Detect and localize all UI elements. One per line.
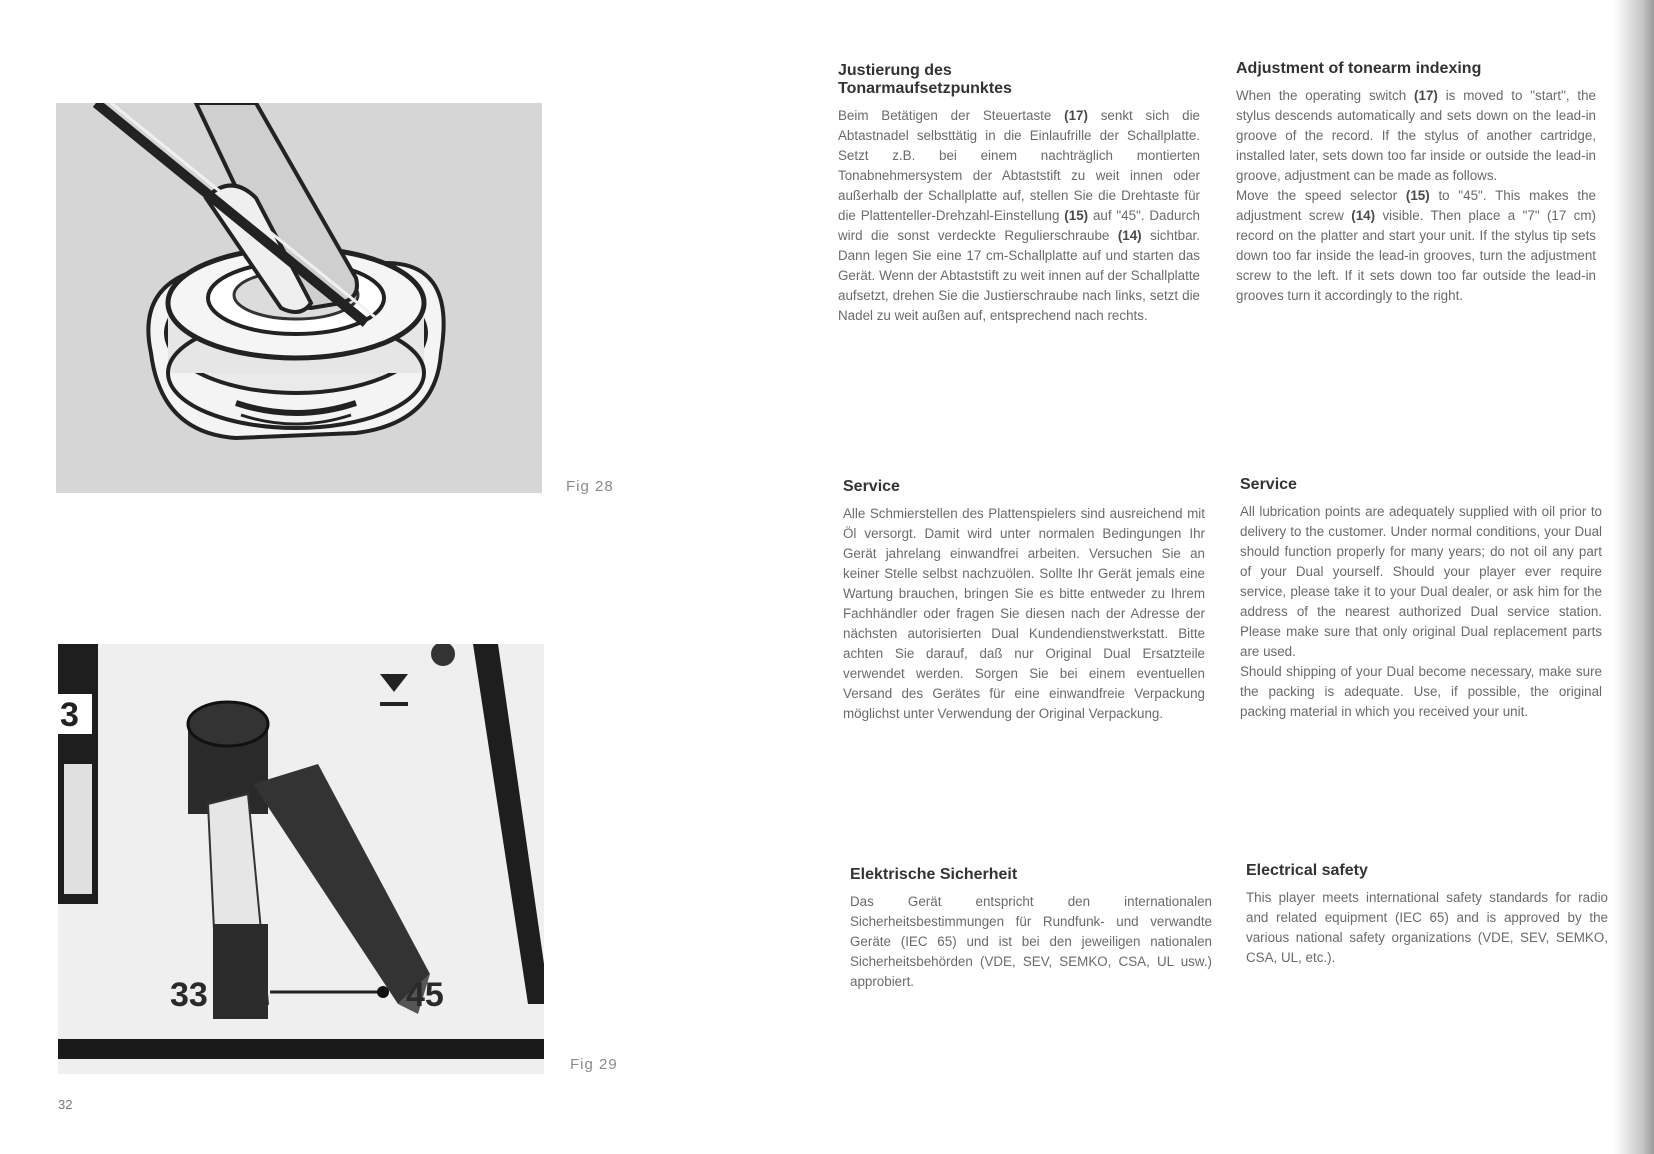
section-body: All lubrication points are adequately supplied with oil prior to delivery to the customer. Under normal conditions, your Dual should function properly for many years; do not oil any part of your Dual yourself. Should your player ever require service, please take it to your Dual dealer, or ask him for the address of the nearest authorized Dual service station. Please make sure that only original Dual replacement parts are used. bbox=[1240, 504, 1602, 659]
section-indexing-en bbox=[1236, 60, 1596, 306]
section-body: When the operating switch (17) is moved to "start", the stylus descends automatically and sets down on the lead-in groove of the record. If the stylus of another cartridge, installed later, sets down too far inside or outside the lead-in groove, adjustment can be made as follows. bbox=[1236, 88, 1596, 183]
speed-label-45: 45 bbox=[406, 976, 444, 1014]
section-title: Service bbox=[843, 478, 900, 495]
speed-label-33: 33 bbox=[170, 976, 208, 1014]
figure-29-caption: Fig 29 bbox=[570, 1056, 618, 1073]
section-service-en bbox=[1240, 476, 1602, 722]
figure-28 bbox=[56, 103, 542, 493]
section-indexing-de bbox=[838, 62, 1200, 326]
section-safety-de bbox=[850, 866, 1212, 992]
cueing-control-knob-illustration bbox=[56, 103, 542, 493]
section-safety-en bbox=[1246, 862, 1608, 968]
section-title: Justierung des Tonarmaufsetzpunktes bbox=[838, 62, 1012, 97]
section-body: Beim Betätigen der Steuertaste (17) senkt sich die Abtastnadel selbsttätig in die Einlaufrille der Schallplatte. Setzt z.B. bei einem nachträglich montierten Tonabnehmersystem der Abtaststift zu weit innen oder außerhalb der Schallplatte auf, stellen Sie die Drehtaste für die Plattenteller-Drehzahl-Einstellung (15) auf "45". Dadurch wird die sonst verdeckte Regulierschraube (14) sichtbar. Dann legen Sie eine 17 cm-Schallplatte auf und starten das Gerät. Wenn der Abtaststift zu weit innen auf der Schallplatte aufsetzt, drehen Sie die Justierschraube nach links, setzt die Nadel zu weit außen auf, entsprechend nach rechts. bbox=[838, 108, 1201, 323]
section-body-2: Should shipping of your Dual become necessary, make sure the packing is adequate. Use, if possible, the original packing material in which you received your unit. bbox=[1240, 664, 1602, 719]
side-label: 3 bbox=[60, 696, 79, 734]
page-edge-shadow bbox=[1614, 0, 1654, 1154]
speed-selector-illustration bbox=[58, 644, 544, 1074]
section-body-2: Move the speed selector (15) to "45". This makes the adjustment screw (14) visible. Then place a "7" (17 cm) record on the platter and start your unit. If the stylus tip sets down too far inside the lead-in grooves, turn the adjustment screw to the left. If it sets down too far outside the lead-in grooves turn it accordingly to the right. bbox=[1236, 188, 1596, 303]
section-title: Elektrische Sicherheit bbox=[850, 866, 1018, 883]
section-title: Electrical safety bbox=[1246, 862, 1368, 879]
figure-29 bbox=[58, 644, 544, 1074]
section-body: Das Gerät entspricht den internationalen Sicherheitsbestimmungen für Rundfunk- und verwandte Geräte (IEC 65) und ist bei den jeweiligen nationalen Sicherheitsbehörden (VDE, SEV, SEMKO, CSA, UL usw.) approbiert. bbox=[850, 894, 1212, 989]
section-title: Adjustment of tonearm indexing bbox=[1236, 60, 1482, 77]
section-service-de bbox=[843, 478, 1205, 724]
section-body: Alle Schmierstellen des Plattenspielers sind ausreichend mit Öl versorgt. Damit wird unter normalen Bedingungen Ihr Gerät jahrelang einwandfrei arbeiten. Versuchen Sie an keiner Stelle selbst nachzuölen. Sollte Ihr Gerät jemals eine Wartung brauchen, bringen Sie es bitte entweder zu Ihrem Fachhändler oder fragen Sie diesen nach der Adresse der nächsten autorisierten Dual Kundendienstwerkstatt. Bitte achten Sie darauf, daß nur Original Dual Ersatzteile verwendet werden. Sorgen Sie bei einem eventuellen Versand des Gerätes für eine einwandfreie Verpackung möglichst unter Verwendung der Original Verpackung. bbox=[843, 506, 1205, 721]
section-body: This player meets international safety standards for radio and related equipment (IEC 65) and is approved by the various national safety organizations (VDE, SEV, SEMKO, CSA, UL, etc.). bbox=[1246, 890, 1608, 965]
section-title: Service bbox=[1240, 476, 1297, 493]
figure-28-caption: Fig 28 bbox=[566, 478, 614, 495]
page-number: 32 bbox=[58, 1097, 73, 1112]
